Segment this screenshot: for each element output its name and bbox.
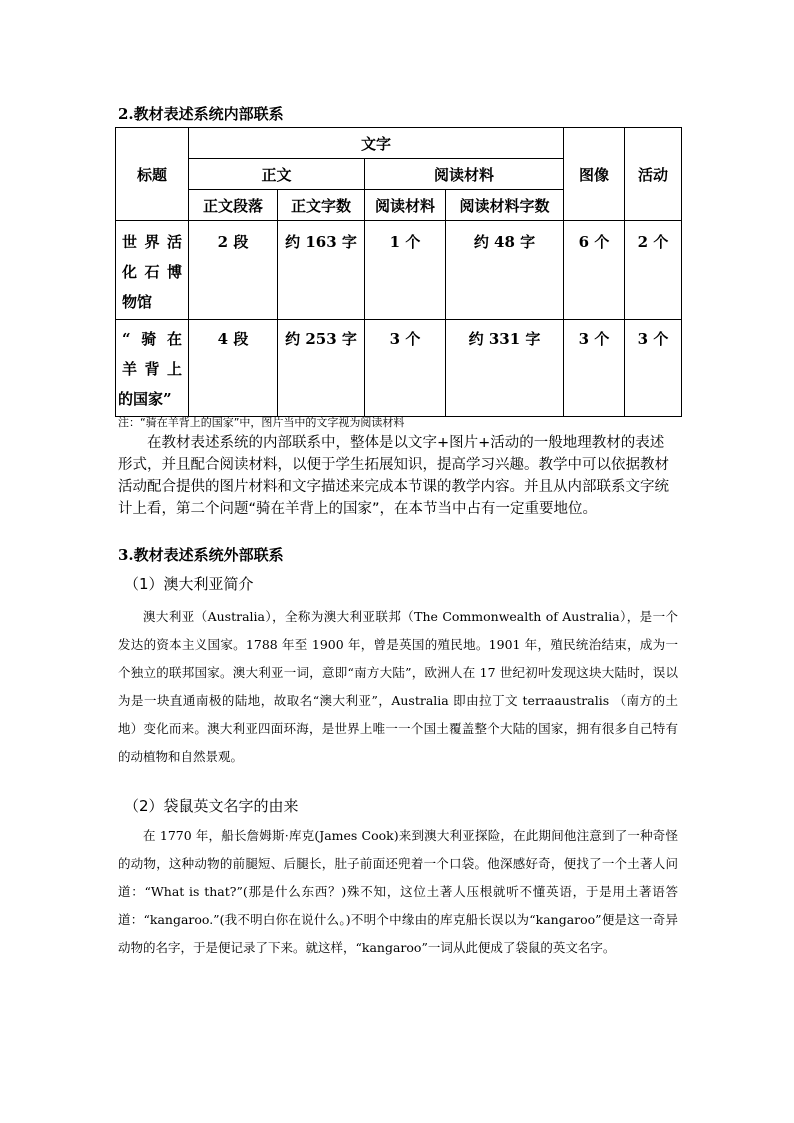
header-reading-words: 阅读材料字数 — [446, 190, 564, 221]
row-activities: 3 个 — [625, 320, 682, 417]
header-text-group: 文字 — [189, 128, 564, 159]
table-row — [116, 320, 682, 417]
row-title — [116, 320, 189, 417]
row-reading-words: 约 331 字 — [446, 320, 564, 417]
header-main-text: 正文 — [189, 159, 365, 190]
header-main-words: 正文字数 — [278, 190, 365, 221]
header-title: 标题 — [116, 128, 189, 221]
header-image: 图像 — [564, 128, 625, 221]
row-activities: 2 个 — [625, 221, 682, 320]
table-row — [116, 221, 682, 320]
row-reading: 1 个 — [365, 221, 446, 320]
row-title-line: 化石博 — [122, 263, 182, 281]
row-title-line: “骑在 — [122, 330, 182, 348]
australia-paragraph: 澳大利亚（Australia），全称为澳大利亚联邦（The Commonwealth of Australia），是一个发达的资本主义国家。1788 年至 1900 年，曾是英国的殖民地。1901 年，殖民统治结束，成为一个独立的联邦国家。澳大利亚一词，意即“南方大陆”，欧洲人在 17 世纪初叶发现这块大陆时，误以为是一块直通南极的陆地，故取名“澳大利亚”，Australia 即由拉丁文 terraaustralis （南方的土地）变化而来。澳大利亚四面环海，是世界上唯一一个国土覆盖整个大陆的国家，拥有很多自己特有的动植物和自然景观。 — [118, 609, 678, 764]
row-title-line: 羊背上 — [122, 360, 182, 378]
row-reading-words: 约 48 字 — [446, 221, 564, 320]
row-paragraphs: 4 段 — [189, 320, 278, 417]
subheading-kangaroo: （2）袋鼠英文名字的由来 — [124, 797, 299, 815]
row-title-line: 世界活 — [122, 233, 182, 251]
row-words: 约 253 字 — [278, 320, 365, 417]
header-activity: 活动 — [625, 128, 682, 221]
header-reading: 阅读材料 — [365, 190, 446, 221]
header-reading-material: 阅读材料 — [365, 159, 564, 190]
section-3-heading: 3.教材表述系统外部联系 — [118, 546, 284, 564]
header-main-paragraphs: 正文段落 — [189, 190, 278, 221]
subheading-australia: （1）澳大利亚简介 — [124, 575, 254, 593]
row-paragraphs: 2 段 — [189, 221, 278, 320]
row-title-line: 物馆 — [122, 293, 153, 311]
row-words: 约 163 字 — [278, 221, 365, 320]
row-images: 6 个 — [564, 221, 625, 320]
kangaroo-paragraph: 在 1770 年，船长詹姆斯·库克(James Cook)来到澳大利亚探险，在此期间他注意到了一种奇怪的动物，这种动物的前腿短、后腿长，肚子前面还兜着一个口袋。他深感好奇，便找了一个土著人问道：“What is that?”(那是什么东西？)殊不知，这位土著人压根就听不懂英语，于是用土著语答道：“kangaroo.”(我不明白你在说什么。)不明个中缘由的库克船长误以为“kangaroo”便是这一奇异动物的名字，于是便记录了下来。就这样，“kangaroo”一词从此便成了袋鼠的英文名字。 — [118, 828, 678, 955]
row-images: 3 个 — [564, 320, 625, 417]
section-2-heading: 2.教材表述系统内部联系 — [118, 105, 284, 123]
row-title-line: 的国家” — [118, 390, 172, 408]
body-paragraph: 在教材表述系统的内部联系中，整体是以文字+图片+活动的一般地理教材的表述形式，并且配合阅读材料，以便于学生拓展知识，提高学习兴趣。教学中可以依据教材活动配合提供的图片材料和文字描述来完成本节课的教学内容。并且从内部联系文字统计上看，第二个问题“骑在羊背上的国家”，在本节当中占有一定重要地位。 — [118, 435, 669, 517]
table-header-row-1 — [116, 128, 682, 159]
table-note: 注：“骑在羊背上的国家”中，图片当中的文字视为阅读材料 — [118, 416, 405, 429]
stats-table — [115, 127, 682, 417]
row-title — [116, 221, 189, 320]
row-reading: 3 个 — [365, 320, 446, 417]
